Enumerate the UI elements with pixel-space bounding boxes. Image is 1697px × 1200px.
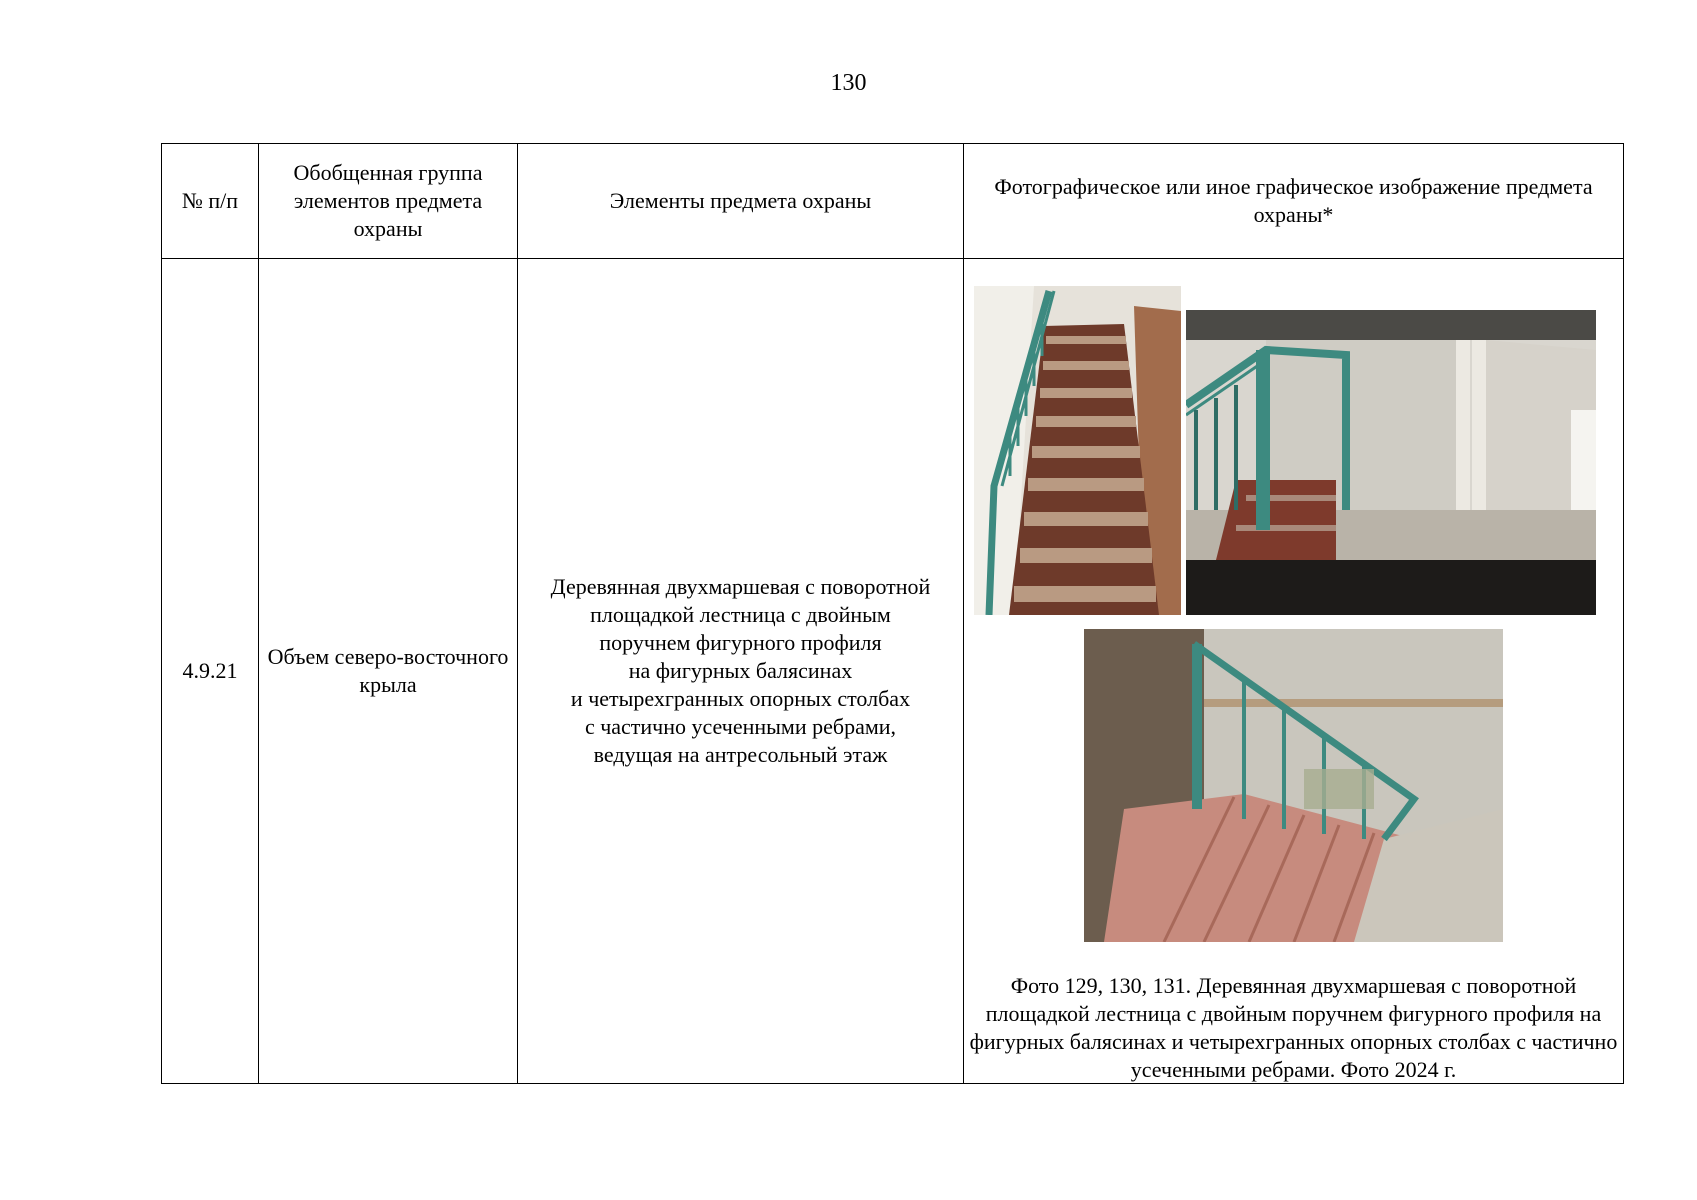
- cell-elements: [518, 259, 964, 1084]
- header-image: Фотографическое или иное графическое изображение предмета охраны*: [964, 144, 1624, 259]
- header-group: Обобщенная группа элементов предмета охраны: [259, 144, 518, 259]
- photo-staircase-flight: [974, 286, 1181, 615]
- photo-staircase-top-view: [1084, 629, 1503, 942]
- protection-table: [161, 143, 1624, 1084]
- elements-line: на фигурных балясинах: [628, 658, 853, 683]
- photo-caption: Фото 129, 130, 131. Деревянная двухмаршевая с поворотной площадкой лестница с двойным поручнем фигурного профиля на фигурных балясинах и четырехгранных опорных столбах с частично усеченными ребрами. Фото 2024 г.: [969, 973, 1618, 1082]
- cell-group: Объем северо-восточного крыла: [259, 259, 518, 1084]
- elements-line: ведущая на антресольный этаж: [593, 742, 888, 767]
- elements-line: площадкой лестница с двойным: [590, 602, 891, 627]
- elements-line: и четырехгранных опорных столбах: [570, 686, 911, 711]
- table-header-row: [162, 144, 1624, 259]
- cell-num: 4.9.21: [162, 259, 259, 1084]
- table-row: [162, 259, 1624, 1084]
- elements-line: Деревянная двухмаршевая с поворотной: [550, 574, 931, 599]
- photo-staircase-landing: [1186, 310, 1596, 615]
- cell-image: [964, 259, 1624, 1084]
- elements-line: с частично усеченными ребрами,: [584, 714, 897, 739]
- page-number: 130: [830, 70, 867, 96]
- header-num: № п/п: [162, 144, 259, 259]
- header-elements: Элементы предмета охраны: [518, 144, 964, 259]
- elements-line: поручнем фигурного профиля: [599, 630, 882, 655]
